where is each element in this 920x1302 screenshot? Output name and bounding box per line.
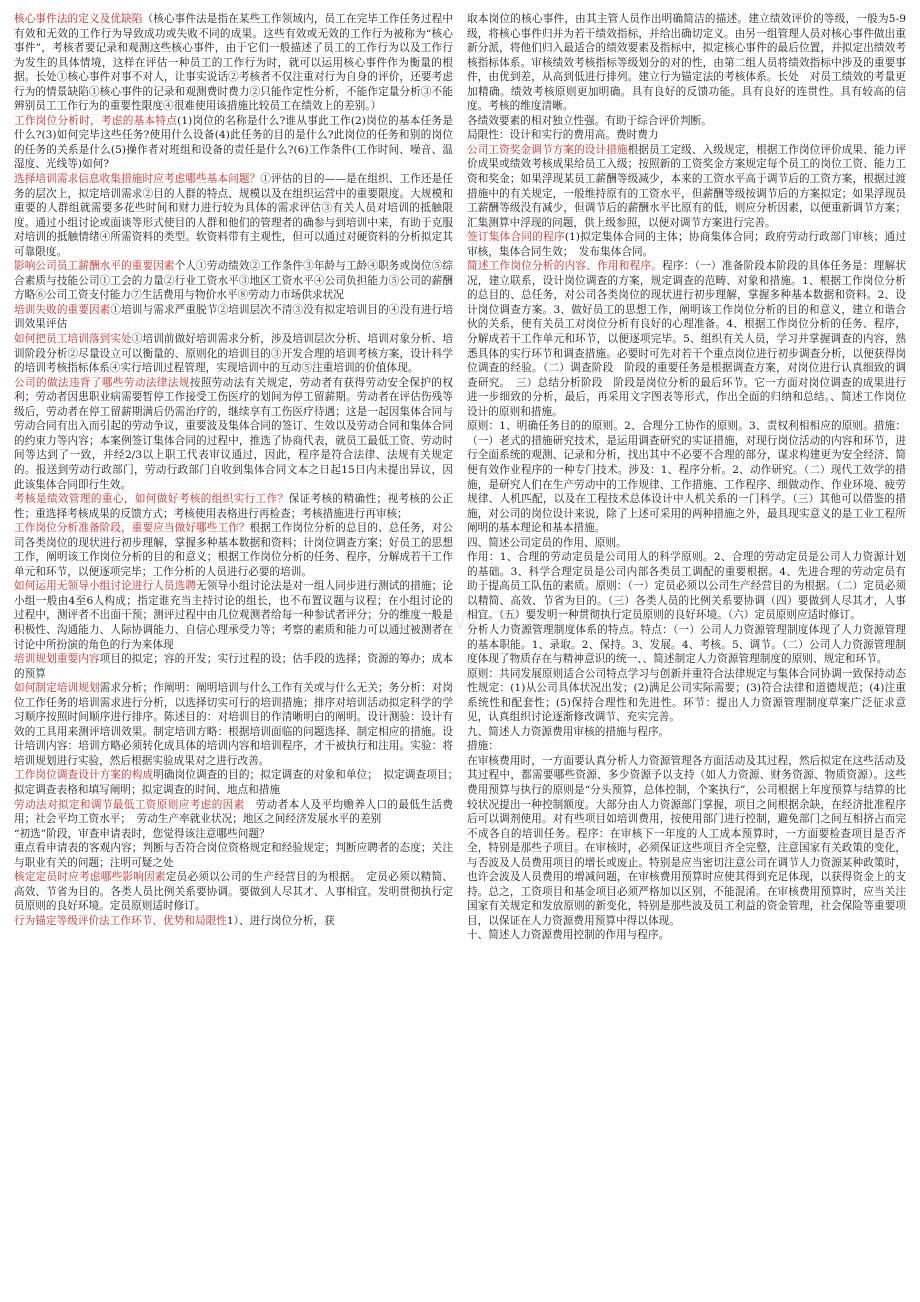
section-heading: 如何把员工培训落到实处 (14, 333, 132, 346)
section-body: 重点看申请表的客观内容；判断与否符合岗位资格规定和经验规定；判断应聘者的态度；关注与职业有关的问题；注明可疑之处 (14, 842, 453, 869)
document-page (14, 12, 906, 1292)
section-body: （核心事件法是指在某些工作领域内，员工在完毕工作任务过程中有效和无效的工作行为导致成功或失败不同的成果。这些有效或无效的工作行为被称为“核心事件”，考核者要记录和观测这些核心事件，由于它们一般描述了员工的工作行为以及工作行为发生的具体情境，这样在评估一种员工的工作行为时，就可以运用核心事件作为衡量的根据。长处①核心事件对事不对人，让事实说话②考核者不仅注重对行为自身的评价，还要考虑行为的情景缺陷①核心事件的记录和观测费时费力②只能作定性分析，不能作定量分析③不能辨别员工工作行为的重要性限度④很难使用该措施比较员工在绩效上的差别。） (14, 13, 453, 113)
paragraph (467, 550, 906, 623)
section-body: 劳动者本人及平均赡养人口的最低生活费用；社会平均工资水平； 劳动生产率就业状况；地区之间经济发展水平的差别 (14, 798, 453, 826)
paragraph (467, 128, 906, 143)
section-heading: 如何制定培训规划 (14, 682, 100, 695)
section-heading: 劳动法对拟定和调节最低工资原则应考虑的因素 (14, 798, 245, 811)
section-heading: 培训失败的重要因素 (14, 303, 111, 316)
section-heading: 选择培训需求信息收集措施时应考虑哪些基本问题？ (14, 173, 261, 186)
paragraph (467, 143, 906, 230)
section-body: 分析人力资源管理制度体系的特点。特点：（一）公司人力资源管理制度体现了人力资源管理的基本职能。1、录取。2、保持。3、发展。4、考核。5、调节。（二）公司人力资源管理制度体现了物质存在与精神意识的统一、、简述制定人力资源管理制度的原则、规定和环节。 (467, 623, 906, 666)
paragraph (467, 419, 906, 535)
paragraph (14, 172, 453, 259)
paragraph (14, 870, 453, 914)
section-heading: 签订集体合同的程序 (467, 231, 565, 244)
paragraph (14, 681, 453, 768)
section-body: 取本岗位的核心事件，由其主管人员作出明确简洁的描述。建立绩效评价的等级，一般为5-9级，将核心事件归并为若干绩效指标，并给出确切定义。由另一组管理人员对核心事件做出重新分派，将他们归入最适合的绩效要素及指标中，拟定核心事件的最后位置，并拟定出绩效考核指标体系。审核绩效考核指标等级划分的对的性，由第二组人员将绩效指标中涉及的重要事件，由优到差，从高到低进行排列。建立行为锚定法的考核体系。长处 对员工绩效的考量更加精确。绩效考核原则更加明确。具有良好的反馈功能。具有良好的连贯性。具有较高的信度。考核的维度清晰。 (467, 13, 906, 113)
paragraph (14, 827, 453, 842)
paragraph (467, 754, 906, 929)
section-body: 十、简述人力资源费用控制的作用与程序。 (467, 929, 670, 942)
section-heading: 影响公司员工薪酬水平的重要因素 (14, 260, 175, 273)
section-heading: 核定定员时应考虑哪些影响因素 (14, 871, 166, 884)
section-body: 程序：（一）准备阶段本阶段的具体任务是：理解状况，建立联系，设计岗位调查的方案，规定调查的范畴、对象和措施。1、根据工作岗位分析的总目的、总任务，对公司各类岗位的现状进行初步理解，掌握多种基本数据和资料。2、设计岗位调查方案。3、做好员工的思想工作，阐明该工作岗位分析的目的和意义，建立和谐合伙的关系，使有关员工对岗位分析有良好的心理准备。4、根据工作岗位分析的任务、程序，分解成若干工作单元和环节，以便逐项完毕。5、组织有关人员，学习并掌握调查的内容，熟悉具体的实行环节和调查措施。必要时可先对若干个重点岗位进行初步调查分析，以便获得岗位调查的经验。（二）调查阶段 阶段的重要任务是根据调查方案，对岗位进行认真细致的调查研究。 三）总结分析阶段 阶段是岗位分析的最后环节。它一方面对岗位调查的成果进行进一步细致的分析，最后，再采用文字图表等形式，作出全面的归纳和总结。、简述工作岗位设计的原则和措施。 (467, 260, 906, 418)
section-heading: 核心事件法的定义及优缺陷 (14, 13, 143, 25)
paragraph (467, 725, 906, 740)
paragraph (467, 230, 906, 259)
section-heading: 培训规划重要内容 (14, 653, 100, 666)
section-body: 九、简述人力资源费用审核的措施与程序。 (467, 725, 670, 738)
section-body: 个人①劳动绩效②工作条件③年龄与工龄④职务或岗位⑤综合素质与技能公司①工会的力量②行业工资水平③地区工资水平④公司负担能力⑤公司的薪酬方略⑥公司工资支付能力⑦生活费用与物价水平⑧劳动力市场供求状况 (14, 260, 453, 302)
section-body: 原则：共同发展原则适合公司特点学习与创新并重符合法律规定与集体合同协调一致保持动态性规定：(1)从公司具体状况出发；(2)满足公司实际需要；(3)符合法律和道德规范；(4)注重系统性和配套性；(5)保持合理性和先进性。环节：提出人力资源管理制度草案广泛征求意见，认真组织讨论逐渐修改调节、充实完善。 (467, 667, 906, 724)
section-body: 项目的拟定；容的开发；实行过程的设；估手段的选择；资源的筹办；成本的预算 (14, 653, 453, 680)
section-heading: 工作岗位调查设计方案的构成 (14, 769, 154, 782)
paragraph (467, 667, 906, 725)
paragraph (14, 652, 453, 681)
section-heading: 公司工资奖金调节方案的设计措施 (467, 143, 628, 156)
paragraph (14, 768, 464, 797)
section-body: 措施： (467, 740, 499, 753)
section-body: (1)岗位的名称是什么?谁从事此工作(2)岗位的基本任务是什么?(3)如何完毕这些任务?使用什么设备(4)此任务的目的是什么?此岗位的任务和别的岗位的任务的关系是什么(5)操作者对班组和设备的责任是什么?(6)工作条件(工作时间、噪音、温湿度、光线等)如何? (14, 114, 453, 171)
section-heading: 如何运用无领导小组讨论进行人员选聘 (14, 580, 197, 593)
section-body: ①评估的目的——是在组织、工作还是任务的层次上，拟定培训需求②目的人群的特点、规模以及在组织运营中的重要限度。大规模和重要的人群组就需要多花些时间和财力进行较为具体的需求评估③有关人员对培训的抵触限度。通过小组讨论或面谈等形式使目的人群和他们的管理者的确参与到培训中来，有助于克服对培训的抵触情绪④所需资料的类型。软资料带有主观性，但可以通过对硬资料的分析拟定其可靠限度。 (14, 173, 453, 258)
left-column (14, 12, 464, 1292)
paragraph (467, 928, 906, 943)
section-body: 定员必须以公司的生产经营目的为根据。 定员必须以精简、高效、节省为目的。各类人员比例关系要协调。要做到人尽其才、人事相宜。发明贯彻执行定员原则的良好环境。定员原则适时修订。 (14, 871, 453, 913)
paragraph (14, 841, 453, 870)
section-body: 明确岗位调查的目的；拟定调查的对象和单位； 拟定调查项目； 拟定调查表格和填写阐明；拟定调查的时间、地点和措施 (14, 769, 464, 796)
section-body: 四、简述公司定员的作用、原则。 (467, 536, 627, 549)
paragraph (14, 114, 453, 172)
section-body: “初选”阶段，审查申请表时，您觉得该注意哪些问题？ (14, 827, 270, 840)
paragraph (467, 623, 906, 667)
section-heading: 简述工作岗位分析的内容、作用和程序。 (467, 260, 663, 273)
paragraph (14, 798, 453, 827)
paragraph (467, 259, 906, 419)
section-body: 按照劳动法有关规定，劳动者有获得劳动安全保护的权利；劳动者因患职业病需要暂停工作接受工伤医疗的划间为停工留薪期。劳动者在评估伤残等级后，劳动者在停工留薪期满后仍需治疗的，继续享有工伤医疗待遇；这是一起因集体合同与劳动合同有出入而引起的劳动争议，重要波及集体合同的签订、生效以及劳动合同和集体合同的约束力等内容；本案例签订集体合同的过程中，推选了协商代表，就员工最低工资、劳动时间等达到了一致，并经2/3以上职工代表审议通过，因此，程序是符合法律、法规有关规定的。报送到劳动行政部门，劳动行政部门自收到集体合同文本之日起15日内未提出异议，因此该集体合同即行生效。 (14, 376, 453, 491)
section-body: 保证考核的精确性；视考核的公正性；重选择考核成果的反馈方式；考核使用表格进行再检查；考核措施进行再审核； (14, 493, 454, 520)
paragraph (14, 332, 453, 376)
paragraph (14, 376, 453, 492)
paragraph (14, 914, 453, 929)
section-body: 需求分析；作阐明：阐明培训与什么工作有关或与什么无关；务分析：对岗位工作任务的培训需求进行分析，以选择切实可行的培训措施；排序对培训活动拟定科学的学习顺序按照时间顺序进行排序。陈述目的：对培训目的作清晰明白的阐明。设计测验：设计有效的工具用来测评培训效果。制定培训方略：根据培训面临的问题选择、制定相应的措施。设计培训内容：培训方略必须转化成具体的培训内容和培训程序，才干被执行和注用。实验：将培训规划进行实验，然后根据实验成果对之进行改善。 (14, 682, 453, 767)
section-body: 根据员工定级、入级规定，根据工作岗位评价成果、能力评价成果或绩效考核成果给员工入级；按照新的工资奖金方案规定每个员工的岗位工资、能力工资和奖金；如果浮现某员工薪酬等级减少，本来的工资水平高于调节后的工资方案，根据过渡措施中的有关规定，一般维持原有的工资水平，但薪酬等级按调节后的方案拟定；如果浮现员工薪酬等级没有减少，但调节后的薪酬水平比原有的低，则应分析因素，以便重新调节方案；汇集测算中浮现的问题，供上级参照，以便对调节方案进行完善。 (467, 143, 906, 229)
right-column (467, 12, 906, 1292)
paragraph (14, 521, 453, 579)
section-body: 1）、进行岗位分析，获 (226, 914, 335, 927)
section-body: (1)拟定集体合同的主体；协商集体合同；政府劳动行政部门审核；通过审核，集体合同生效； 发布集体合同。 (467, 231, 906, 258)
paragraph (14, 492, 453, 521)
section-body: 根据工作岗位分析的总目的、总任务，对公司各类岗位的现状进行初步理解，掌握多种基本数据和资料；计岗位调查方案；好员工的思想工作，阐明该工作岗位分析的目的和意义；根据工作岗位分析的任务、程序，分解成若干工作单元和环节，以便逐项完毕；工作分析的人员进行必要的培训。 (14, 522, 453, 578)
section-heading: 公司的做法违背了哪些劳动法律法规 (14, 376, 190, 389)
section-body: ①培训与需求严重脱节②培训层次不清③没有拟定培训目的④没有进行培训效果评估 (14, 303, 453, 331)
section-heading: 考核是绩效管理的重心，如何做好考核的组织实行工作？ (14, 493, 289, 506)
paragraph (467, 114, 906, 129)
paragraph (467, 12, 906, 114)
section-heading: 工作岗位分析时，考虑的基本特点 (14, 114, 178, 127)
paragraph (14, 579, 453, 652)
paragraph (467, 536, 906, 551)
paragraph (14, 303, 453, 332)
section-heading: 工作岗位分析准备阶段，重要应当做好哪些工作？ (14, 522, 250, 535)
section-body: 无领导小组讨论法是对一组人同步进行测试的措施；论小组一般由4至6人构成；指定谁充当主持讨论的组长，也不布置议题与议程；在小组讨论的过程中，测评者不出面干预；测评过程中由几位观测者给每一种参试者评分；分的维度一般是积极性、沟通能力、人际协调能力、自信心理承受力等；考察的素质和能力可以通过被测者在讨论中所扮演的角色的行为来体现 (14, 580, 453, 651)
paragraph (467, 739, 906, 754)
section-body: 各绩效要素的相对独立性强。有助于综合评价判断。 (467, 114, 712, 127)
section-body: 局限性：设计和实行的费用高。费时费力 (467, 129, 659, 142)
paragraph (14, 12, 453, 114)
section-heading: 行为锚定等级评价法工作环节、优势和局限性 (14, 914, 227, 927)
watermark-text: www.zixin (392, 598, 580, 638)
section-body: ①培训前做好培训需求分析，涉及培训层次分析、培训对象分析、培训阶段分析②尽量设立可以衡量的、原则化的培训目的③开发合理的培训考核方案，设计科学的培训考核指标体系④实行培训过程管理，实现培训中的互动⑤注重培训的价值体现。 (14, 333, 453, 375)
section-body: 原则：1、明确任务目的的原则。2、合理分工协作的原则。3、责权利相相应的原则。措施：（一）老式的措施研究技术，是运用调查研究的实证措施，对现行岗位活动的内容和环节，进行全面系统的观测、记录和分析，找出其中不必要不合理的部分，谋求构建更为安全经济、简便有效作业程序的一种专门技术。涉及：1、程序分析。2、动作研究。（二）现代工效学的措施，是研究人们在生产劳动中的工作规律、工作措施、工作程序、细做动作、作业环境、疲劳规律、人机匹配，以及在工程技术总体设计中人机关系的一门科学。（三）其他可以借鉴的措施，对公司的岗位设计来说，除了上述可采用的两种措施之外，最具现实意义的是工业工程所阐明的基本理论和基本措施。 (467, 420, 906, 535)
section-body: 在审核费用时，一方面要认真分析人力资源管理各方面活动及其过程，然后拟定在这些活动及其过程中，都需要哪些资源、多少资源予以支持（如人力资源、财务资源、物质资源）。这些费用预算与执行的原则是“分头预算，总体控制，个案执行”，公司根据上年度预算与结算的比较状况提出一种控制额度。大部分由人力资源部门掌握，项目之间根据余缺，在经济批准程序后可以调剂使用。对有些项目如培训费用，按使用部门进行控制，避免部门之间互相挤占而完不成各自的培训任务。程序：在审核下一年度的人工成本预算时，一方面要检查项目是否齐全，特别是那些子项目。在审核时，必须保证这些项目齐全完整，注意国家有关政策的变化，与否波及人员费用项目的增长或废止。特别是应当密切注意公司在调节人力资源某种政策时，也许会波及人员费用的增减问题，在审核费用预算时应使其得到充足体现，以获得资金上的支持。总之，工资项目和基金项目必须严格加以区别，不能混淆。在审核费用预算时，应当关注国家有关规定和发放原则的新变化，特别是那些波及员工利益的资金管理，社会保险等重要项目，以保证在人力资源费用预算中得以体现。 (467, 754, 906, 927)
paragraph (14, 259, 453, 303)
section-body: 作用：1、合理的劳动定员是公司用人的科学原则。2、合理的劳动定员是公司人力资源计划的基础。3、科学合理定员是公司内部各类员工调配的重要根据。4、先进合理的劳动定员有助于提高员工队伍的素质。原则：（一）定员必须以公司生产经营目的为根据。（二）定员必须以精简、高效、节省为目的。（三）各类人员的比例关系要协调（四）要做到人尽其才，人事相宜。（五）要发明一种贯彻执行定员原则的良好环境。（六）定员原则应适时修订。 (467, 551, 906, 622)
